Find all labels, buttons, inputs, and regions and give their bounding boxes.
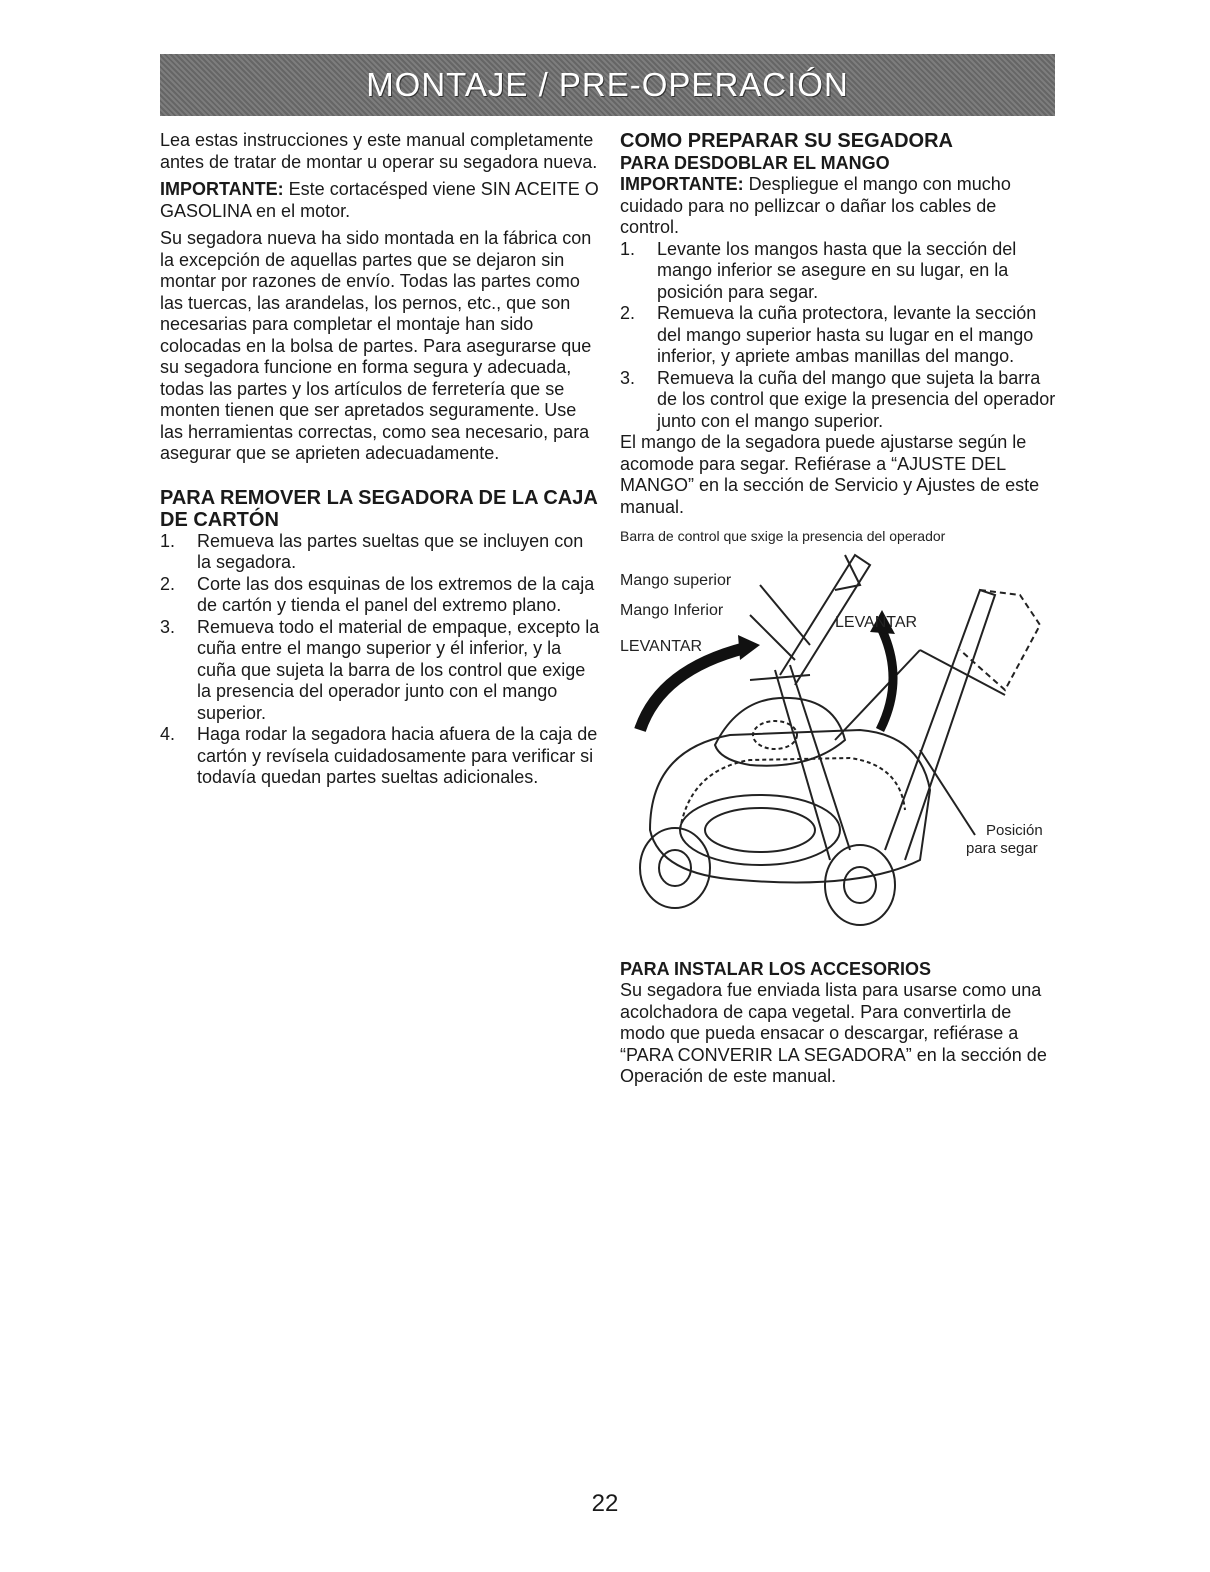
label-lift-left: LEVANTAR xyxy=(620,638,703,655)
step-number: 2. xyxy=(620,303,636,323)
right-column xyxy=(620,130,1060,1094)
remove-heading: PARA REMOVER LA SEGADORA DE LA CAJA DE CARTÓN xyxy=(160,486,598,531)
section-banner xyxy=(160,54,1055,116)
important-label: IMPORTANTE: xyxy=(620,174,744,194)
prepare-heading: COMO PREPARAR SU SEGADORA xyxy=(620,130,953,152)
left-column xyxy=(160,130,600,789)
list-item xyxy=(160,574,600,617)
list-item xyxy=(160,617,600,725)
step-number: 1. xyxy=(620,238,636,259)
accessories-heading: PARA INSTALAR LOS ACCESORIOS xyxy=(620,959,932,979)
important-label: IMPORTANTE: xyxy=(160,179,284,199)
important-text: Despliegue el mango con mucho cuidado para no pellizcar o dañar los cables de control. xyxy=(620,174,1011,237)
label-operator-bar: Barra de control que sxige la presencia del operador xyxy=(620,528,946,544)
list-item xyxy=(620,303,1060,368)
step-text: Remueva la cuña protectora, levante la sección del mango superior hasta su lugar en el mango inferior, y apriete ambas manillas del mango. xyxy=(657,303,1037,366)
list-item xyxy=(620,239,1060,304)
step-text: Remueva las partes sueltas que se incluyen con la segadora. xyxy=(197,530,584,572)
mower-illustration xyxy=(620,530,1060,930)
unfold-steps-list xyxy=(620,239,1060,433)
step-text: Remueva todo el material de empaque, excepto la cuña entre el mango superior y él inferior, y la cuña que sujeta la barra de los control que exige la presencia del operador junto con el mango superior. xyxy=(197,616,600,723)
step-text: Corte las dos esquinas de los extremos de la caja de cartón y tienda el panel del extremo plano. xyxy=(197,573,595,615)
step-number: 2. xyxy=(160,573,176,594)
list-item xyxy=(160,724,600,789)
page-number: 22 xyxy=(591,1490,619,1517)
mower-figure xyxy=(620,530,1060,930)
accessories-paragraph: Su segadora fue enviada lista para usarse como una acolchadora de capa vegetal. Para convertirla de modo que pueda ensacar o descargar, refiérase a “PARA CONVERIR LA SEGADORA” en la sección de Operación de este manual. xyxy=(620,980,1047,1086)
label-lower-handle: Mango Inferior xyxy=(620,602,724,619)
label-upper-handle: Mango superior xyxy=(620,572,732,589)
label-position-2: para segar xyxy=(966,840,1038,857)
label-position-1: Posición xyxy=(986,822,1043,839)
step-number: 1. xyxy=(160,530,176,551)
assembly-paragraph: Su segadora nueva ha sido montada en la fábrica con la excepción de aquellas partes que se dejaron sin montar por razones de envío. Todas las partes como las tuercas, las arandelas, los pernos, etc., que son necesarias para completar el montaje han sido colocadas en la bolsa de partes. Para asegurarse que su segadora funcione en forma segura y adecuada, todas las partes y los artículos de ferretería que se monten tienen que ser apretados seguramente. Use las herramientas correctas, como sea necesario, para asegurar que se aprieten adecuadamente. xyxy=(160,228,592,463)
step-text: Haga rodar la segadora hacia afuera de la caja de cartón y revísela cuidadosamente para verificar si todavía quedan partes sueltas adicionales. xyxy=(197,724,598,787)
section-title: MONTAJE / PRE-OPERACIÓN xyxy=(366,66,849,103)
intro-paragraph: Lea estas instrucciones y este manual completamente antes de tratar de montar u operar su segadora nueva. xyxy=(160,130,598,172)
list-item xyxy=(160,531,600,574)
step-number: 3. xyxy=(620,367,636,388)
unfold-heading: PARA DESDOBLAR EL MANGO xyxy=(620,153,890,173)
label-lift-right: LEVANTAR xyxy=(835,614,918,631)
list-item xyxy=(620,368,1060,433)
step-number: 3. xyxy=(160,616,176,637)
important-text: Este cortacésped viene SIN ACEITE O GASOLINA en el motor. xyxy=(160,179,599,221)
unfold-important-note xyxy=(620,174,1060,239)
step-text: Remueva la cuña del mango que sujeta la barra de los control que exige la presencia del operador junto con el mango superior. xyxy=(657,367,1056,431)
adjust-paragraph: El mango de la segadora puede ajustarse según le acomode para segar. Refiérase a “AJUSTE DEL MANGO” en la sección de Servicio y Ajustes de este manual. xyxy=(620,432,1040,517)
important-note xyxy=(160,179,600,222)
step-number: 4. xyxy=(160,724,176,744)
step-text: Levante los mangos hasta que la sección del mango inferior se asegure en su lugar, en la posición para segar. xyxy=(657,238,1017,302)
remove-steps-list xyxy=(160,531,600,789)
